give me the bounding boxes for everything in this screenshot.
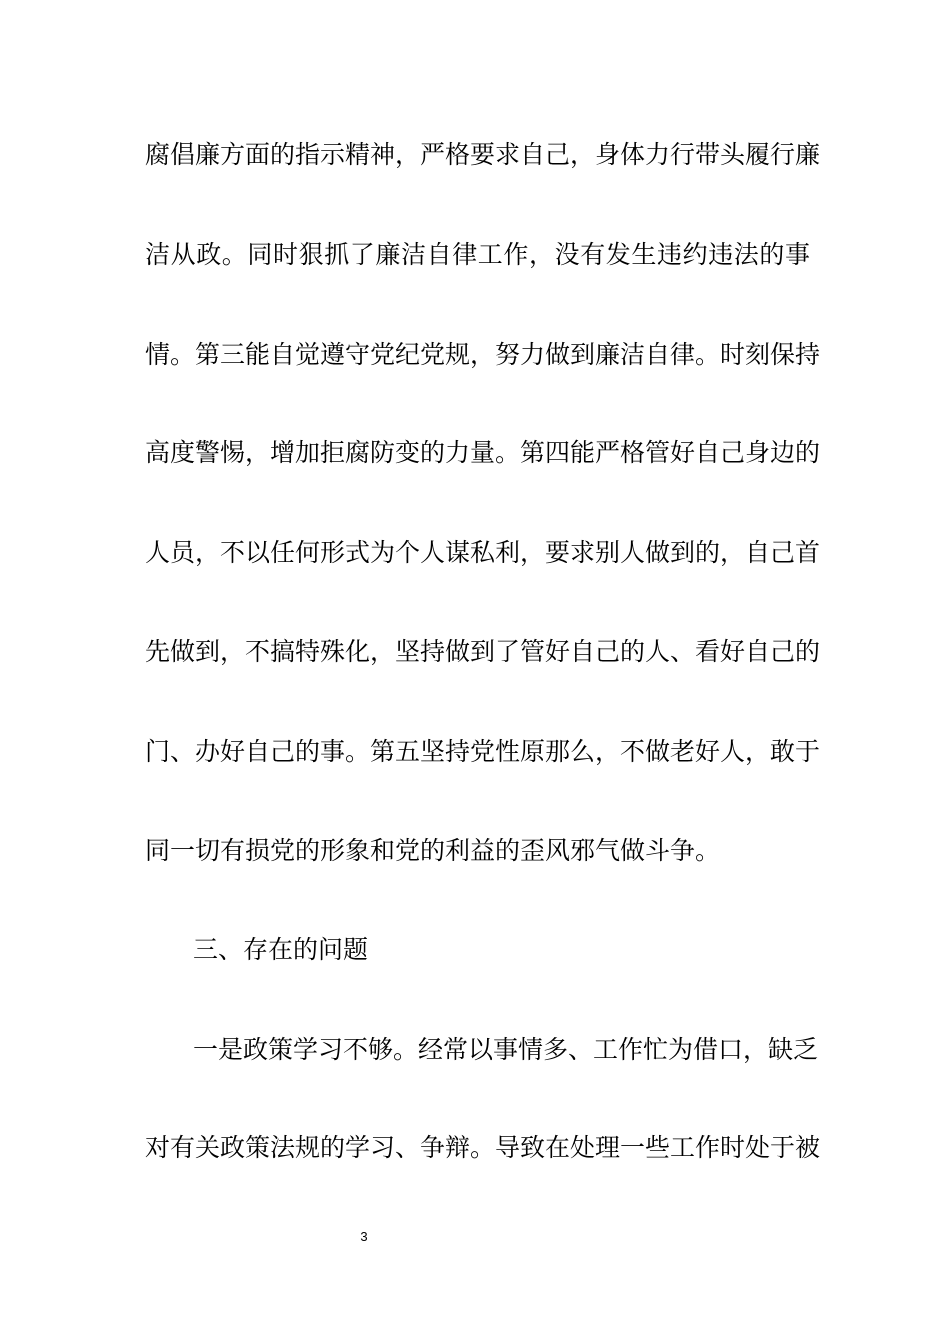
paragraph-line: 先做到，不搞特殊化，坚持做到了管好自己的人、看好自己的 bbox=[145, 637, 821, 666]
paragraph-line: 门、办好自己的事。第五坚持党性原那么，不做老好人，敢于 bbox=[145, 737, 821, 766]
section-heading: 三、存在的问题 bbox=[193, 935, 369, 964]
paragraph-line: 一是政策学习不够。经常以事情多、工作忙为借口，缺乏 bbox=[193, 1035, 819, 1064]
paragraph-line: 情。第三能自觉遵守党纪党规，努力做到廉洁自律。时刻保持 bbox=[145, 340, 821, 369]
paragraph-line: 洁从政。同时狠抓了廉洁自律工作，没有发生违约违法的事 bbox=[145, 240, 810, 269]
paragraph-line: 人员，不以任何形式为个人谋私利，要求别人做到的，自己首 bbox=[145, 538, 821, 567]
paragraph-line: 高度警惕，增加拒腐防变的力量。第四能严格管好自己身边的 bbox=[145, 438, 821, 467]
paragraph-line: 对有关政策法规的学习、争辩。导致在处理一些工作时处于被 bbox=[145, 1133, 821, 1162]
page-number: 3 bbox=[360, 1229, 368, 1244]
paragraph-line: 同一切有损党的形象和党的利益的歪风邪气做斗争。 bbox=[145, 836, 721, 865]
paragraph-line: 腐倡廉方面的指示精神，严格要求自己，身体力行带头履行廉 bbox=[145, 140, 821, 169]
